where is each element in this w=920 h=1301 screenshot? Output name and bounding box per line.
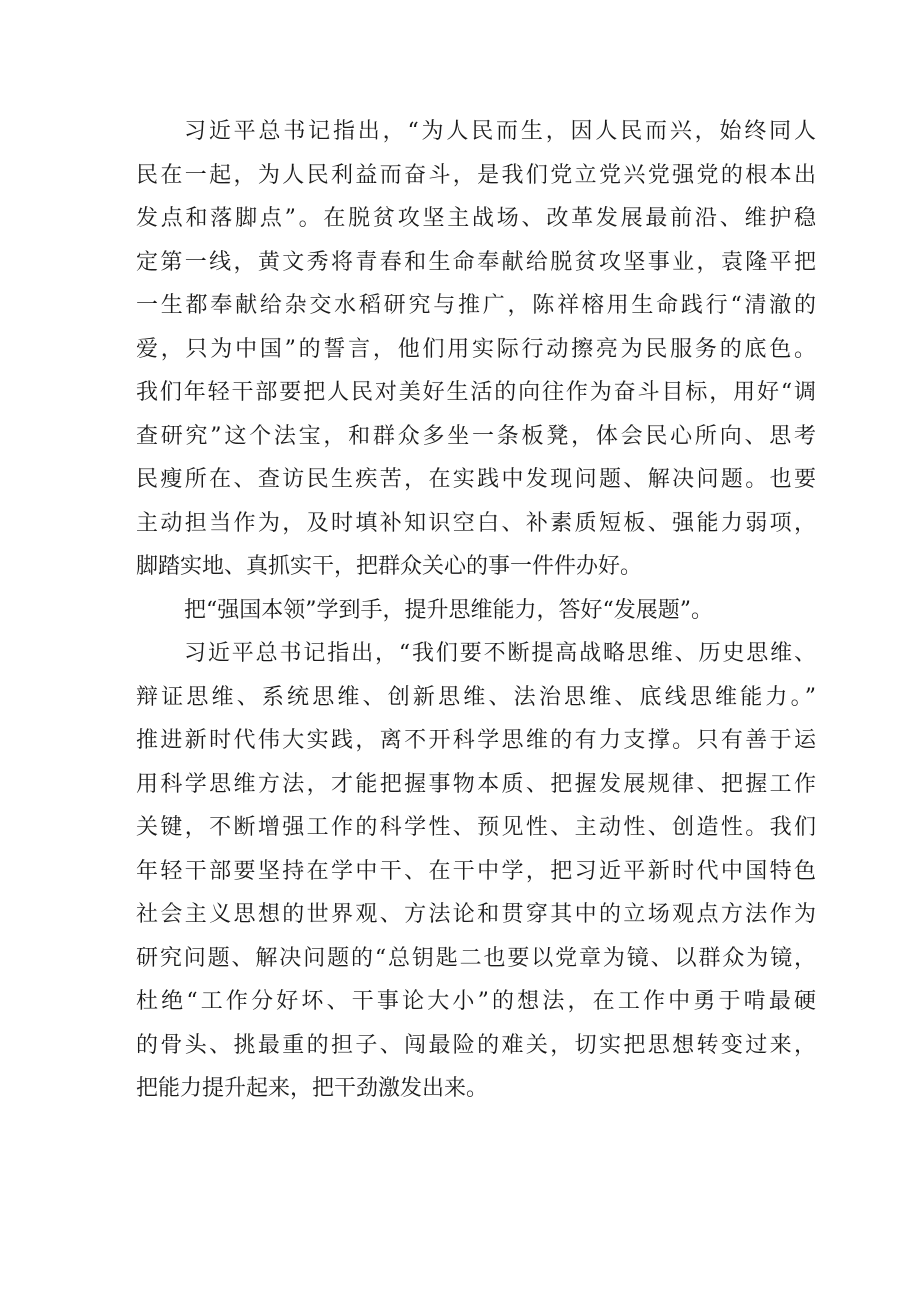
text-line: 年轻干部要坚持在学中干、在干中学，把习近平新时代中国特色 [136, 858, 816, 884]
section-heading: 把“强国本领”学到手，提升思维能力，答好“发展题”。 [184, 597, 713, 623]
text-line: 研究问题、解决问题的“总钥匙二也要以党章为镜、以群众为镜， [136, 945, 816, 971]
text-line: 发点和落脚点”。在脱贫攻坚主战场、改革发展最前沿、维护稳 [136, 206, 816, 231]
text-line: 习近平总书记指出，“为人民而生，因人民而兴，始终同人 [184, 119, 816, 144]
text-line: 杜绝“工作分好坏、干事论大小”的想法，在工作中勇于啃最硬 [136, 989, 816, 1014]
text-line: 查研究”这个法宝，和群众多坐一条板凳，体会民心所向、思考 [136, 423, 816, 449]
section-heading-paragraph [136, 589, 816, 633]
text-line: 脚踏实地、真抓实干，把群众关心的事一件件办好。 [136, 554, 643, 579]
text-line: 爱，只为中国”的誓言，他们用实际行动擦亮为民服务的底色。 [136, 336, 816, 362]
text-line: 我们年轻干部要把人民对美好生活的向往作为奋斗目标，用好“调 [136, 380, 816, 405]
document-body [136, 110, 816, 1111]
text-line: 的骨头、挑最重的担子、闯最险的难关，切实把思想转变过来， [136, 1032, 816, 1058]
text-line: 一生都奉献给杂交水稻研究与推广，陈祥榕用生命践行“清澈的 [136, 293, 816, 318]
text-line: 定第一线，黄文秀将青春和生命奉献给脱贫攻坚事业，袁隆平把 [136, 249, 816, 275]
text-line: 辩证思维、系统思维、创新思维、法治思维、底线思维能力。” [136, 684, 816, 710]
text-line: 关键，不断增强工作的科学性、预见性、主动性、创造性。我们 [136, 815, 816, 840]
text-line: 推进新时代伟大实践，离不开科学思维的有力支撑。只有善于运 [136, 728, 816, 753]
text-line: 把能力提升起来，把干劲激发出来。 [136, 1076, 489, 1101]
paragraph-scientific-thinking [136, 632, 816, 1111]
text-line: 民在一起，为人民利益而奋斗，是我们党立党兴党强党的根本出 [136, 162, 816, 188]
text-line: 主动担当作为，及时填补知识空白、补素质短板、强能力弱项， [136, 510, 816, 536]
text-line: 社会主义思想的世界观、方法论和贯穿其中的立场观点方法作为 [136, 902, 816, 927]
text-line: 习近平总书记指出，“我们要不断提高战略思维、历史思维、 [184, 641, 816, 666]
paragraph-people-centered [136, 110, 816, 589]
text-line: 民瘦所在、查访民生疾苦，在实践中发现问题、解决问题。也要 [136, 467, 816, 492]
text-line: 用科学思维方法，才能把握事物本质、把握发展规律、把握工作 [136, 771, 816, 797]
